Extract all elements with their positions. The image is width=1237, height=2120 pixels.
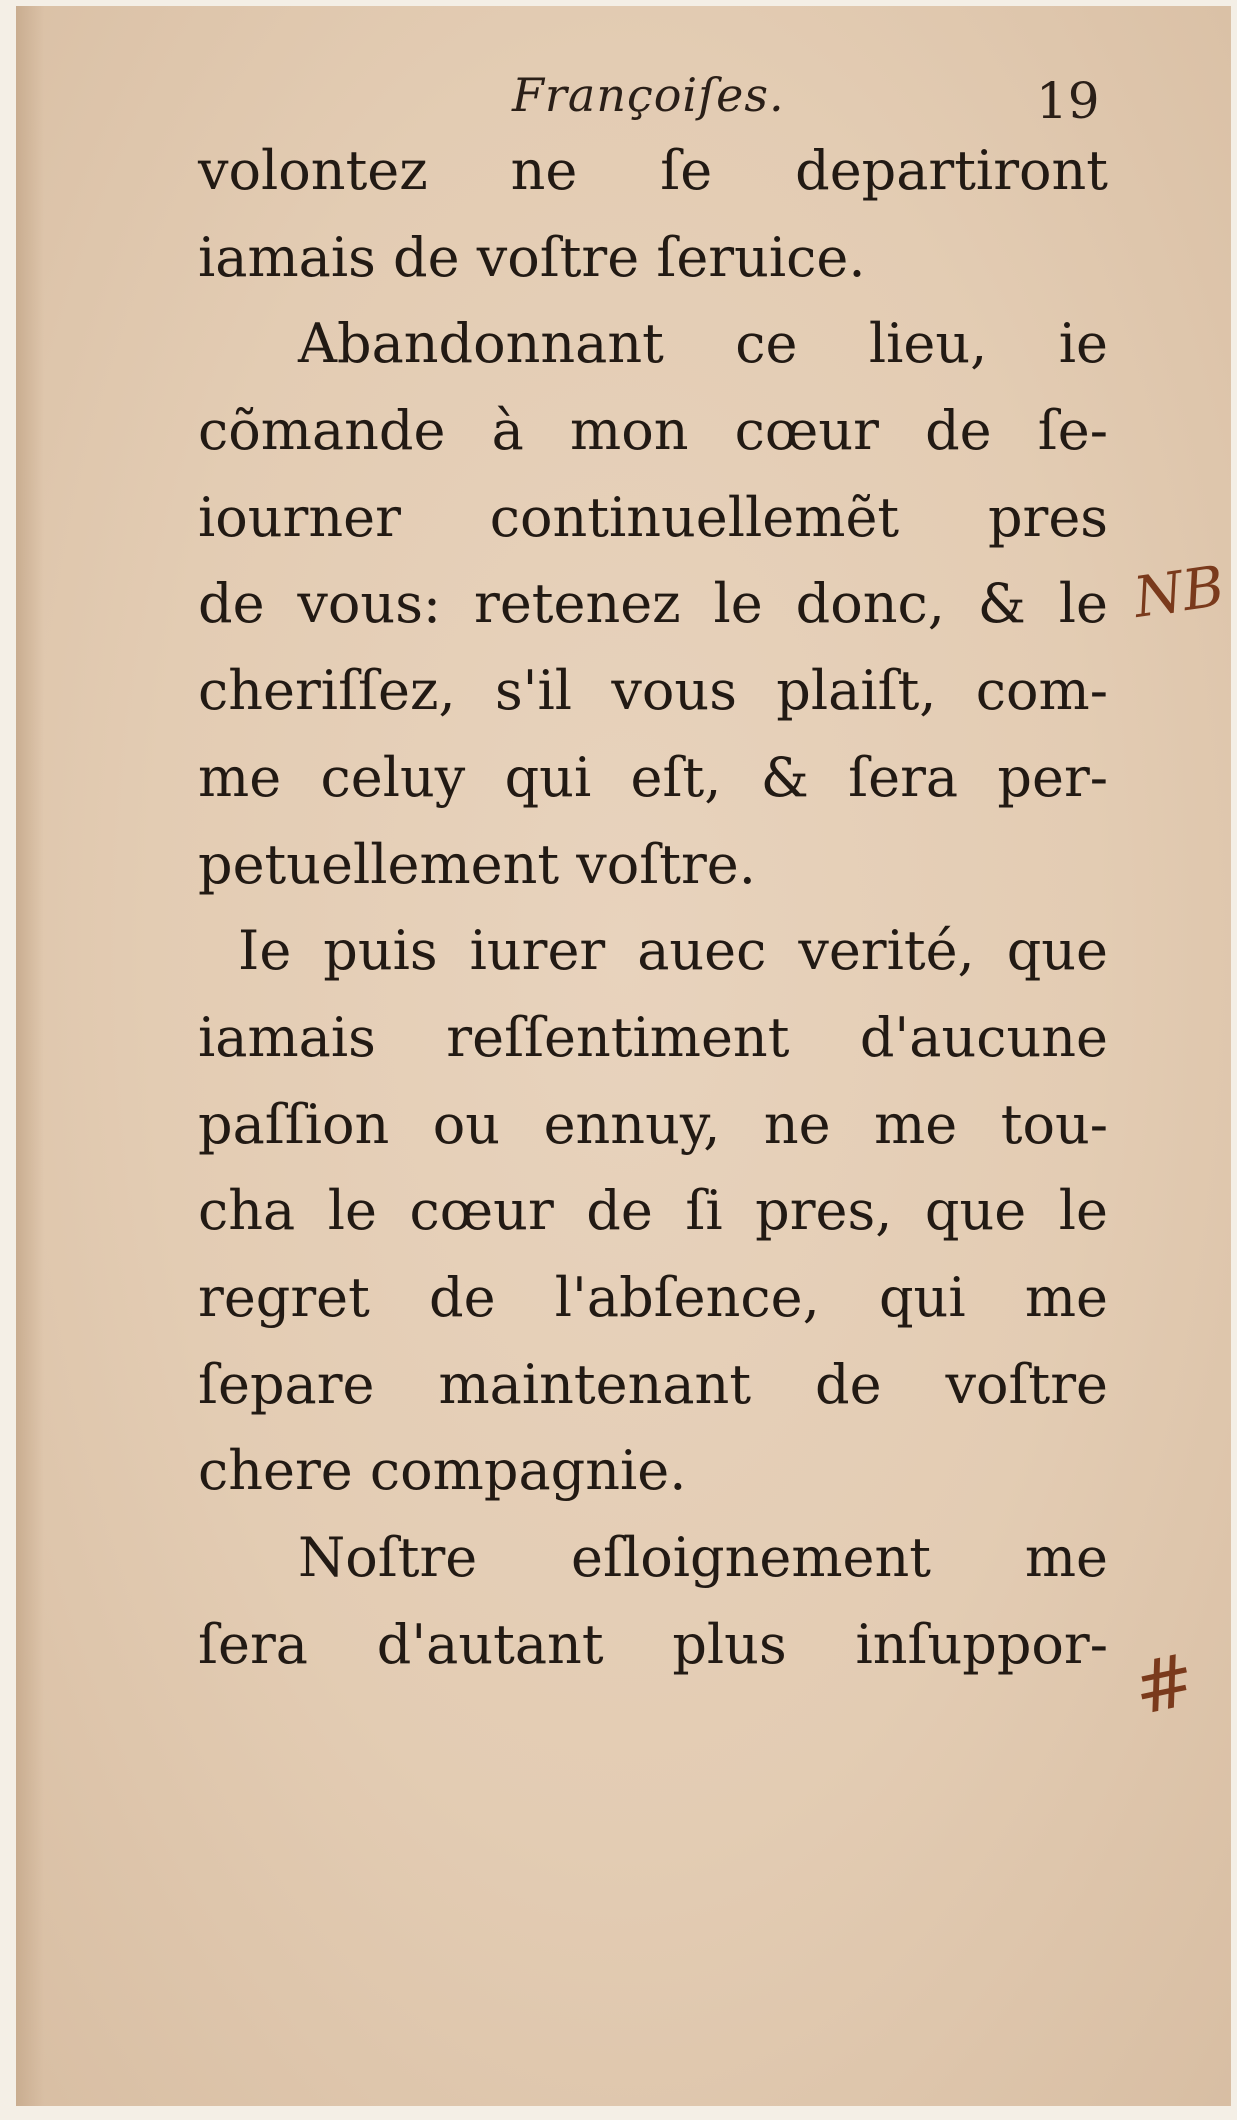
text-line: iamais de voſtre ſeruice. (198, 225, 866, 289)
text-line: paſſion ou ennuy, ne me tou- (198, 1092, 1108, 1156)
paragraph-start-line: Noſtre eſloignement me (298, 1526, 1108, 1589)
text-line: ſepare maintenant de voſtre (198, 1352, 1108, 1416)
running-title: Françoiſes. (512, 68, 785, 122)
text-line: cõmande à mon cœur de ſe- (198, 399, 1108, 463)
page-text (198, 128, 1108, 1688)
text-line: regret de l'abſence, qui me (198, 1265, 1108, 1329)
text-line: me celuy qui eſt, & ſera per- (198, 745, 1108, 809)
text-line: cheriſſez, s'il vous plaiſt, com- (198, 659, 1108, 723)
text-line: iourner continuellemẽt pres (198, 485, 1108, 549)
text-line: volontez ne ſe departiront (198, 139, 1108, 202)
paragraph-start-line: Abandonnant ce lieu, ie (298, 312, 1108, 376)
margin-note-nb: NB (1129, 554, 1229, 631)
book-page (16, 6, 1231, 2106)
margin-note-hash: # (1125, 1636, 1203, 1732)
text-line: petuellement voſtre. (198, 832, 756, 896)
paragraph-start-line: Ie puis iurer auec verité, que (238, 919, 1108, 983)
text-line: chere compagnie. (198, 1439, 687, 1503)
page-number: 19 (1036, 72, 1100, 130)
text-line: ſera d'autant plus inſuppor- (198, 1612, 1108, 1676)
text-line: cha le cœur de ſi pres, que le (198, 1179, 1108, 1243)
text-line: de vous: retenez le donc, & le (198, 572, 1108, 636)
text-line: iamais reſſentiment d'aucune (198, 1005, 1108, 1069)
